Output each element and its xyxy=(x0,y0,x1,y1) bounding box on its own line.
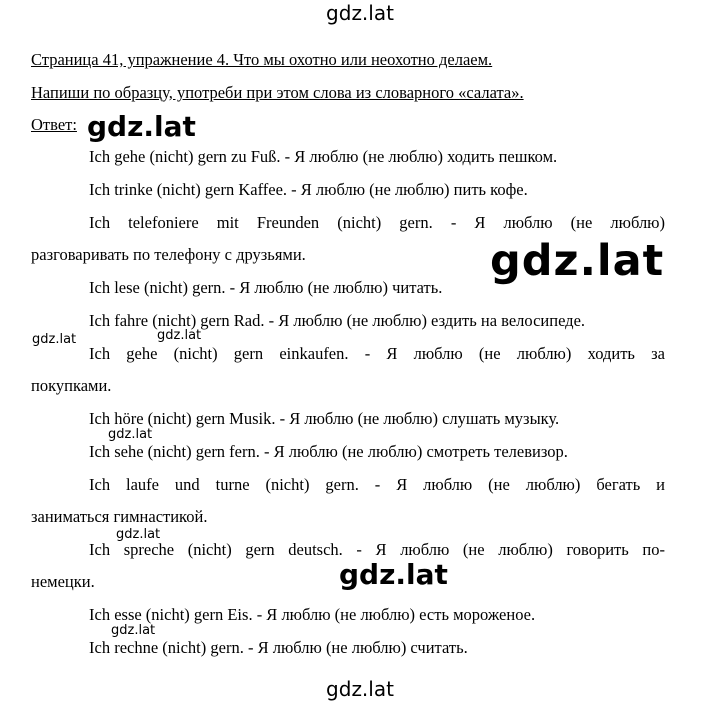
exercise-title-line-2: Напиши по образцу, употреби при этом слова из словарного «салата». xyxy=(31,83,524,102)
sentence-text: Ich laufe und turne (nicht) gern. - Я люблю (не люблю) бегать и xyxy=(89,475,665,494)
sentence-text: Ich esse (nicht) gern Eis. - Я люблю (не люблю) есть мороженое. xyxy=(89,605,536,624)
watermark-medium: gdz.lat xyxy=(339,558,448,591)
sentence-continuation: покупками. xyxy=(31,376,112,395)
answer-label: Ответ: xyxy=(31,115,77,134)
sentence xyxy=(31,305,665,337)
watermark-large: gdz.lat xyxy=(490,236,665,286)
sentence-text: Ich fahre (nicht) gern Rad. - Я люблю (не люблю) ездить на велосипеде. xyxy=(89,311,586,330)
sentence-text: Ich sehe (nicht) gern fern. - Я люблю (не люблю) смотреть телевизор. xyxy=(89,442,568,461)
exercise-title-line-1: Страница 41, упражнение 4. Что мы охотно или неохотно делаем. xyxy=(31,50,493,69)
watermark-small: gdz.lat xyxy=(111,623,156,638)
sentence xyxy=(31,141,665,173)
watermark-small: gdz.lat xyxy=(108,427,153,442)
watermark-small: gdz.lat xyxy=(32,332,77,347)
sentence-text: Ich höre (nicht) gern Musik. - Я люблю (не люблю) слушать музыку. xyxy=(89,409,560,428)
sentence xyxy=(31,174,665,206)
sentence-text: Ich telefoniere mit Freunden (nicht) gern. - Я люблю (не люблю) xyxy=(89,213,665,232)
watermark-small: gdz.lat xyxy=(116,527,161,542)
sentence-text: Ich spreche (nicht) gern deutsch. - Я люблю (не люблю) говорить по- xyxy=(89,540,665,559)
sentence-text: Ich gehe (nicht) gern zu Fuß. - Я люблю (не люблю) ходить пешком. xyxy=(89,147,558,166)
sentence-continuation: немецки. xyxy=(31,572,95,591)
sentence-text: Ich rechne (nicht) gern. - Я люблю (не люблю) считать. xyxy=(89,638,468,657)
watermark-medium: gdz.lat xyxy=(87,110,196,143)
sentence-text: Ich gehe (nicht) gern einkaufen. - Я люблю (не люблю) ходить за xyxy=(89,344,665,363)
sentence-text: Ich trinke (nicht) gern Kaffee. - Я люблю (не люблю) пить кофе. xyxy=(89,180,528,199)
sentence xyxy=(31,338,665,402)
watermark-top: gdz.lat xyxy=(326,1,394,25)
sentence-continuation: заниматься гимнастикой. xyxy=(31,507,208,526)
watermark-bottom: gdz.lat xyxy=(326,677,394,701)
sentence xyxy=(31,469,665,533)
sentence-continuation: разговаривать по телефону с друзьями. xyxy=(31,245,306,264)
watermark-small: gdz.lat xyxy=(157,328,202,343)
sentence-text: Ich lese (nicht) gern. - Я люблю (не люблю) читать. xyxy=(89,278,443,297)
